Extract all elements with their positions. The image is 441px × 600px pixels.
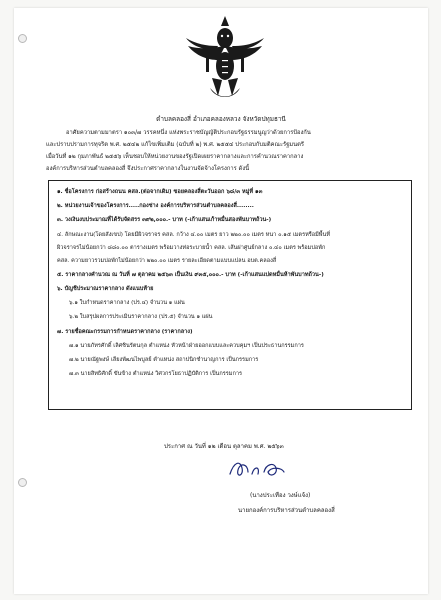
announcement-date: ประกาศ ณ วันที่ ๑๒ เดือน ตุลาคม พ.ศ. ๒๕๖๓: [164, 443, 284, 450]
responsible-unit: ๒. หน่วยงานเจ้าของโครงการ.....กองช่าง องค์การบริหารส่วนตำบลคลองสี่........: [57, 203, 254, 209]
work-description-line: ผิวจราจรไม่น้อยกว่า ๘๘๐.๐๐ ตารางเมตร พร้อมวางท่อระบายน้ำ คสล. เส้นผ่าศูนย์กลาง ๐.๔๐ เมตร พร้อมบ่อพัก: [57, 245, 326, 251]
handwritten-signature: [226, 456, 288, 482]
signer-title: นายกองค์การบริหารส่วนตำบลคลองสี่: [238, 507, 335, 514]
project-name: ๑. ชื่อโครงการ ก่อสร้างถนน คสล.(ต่อจากเดิม) ซอยคลองสี่ตะวันออก ๖๘/๓ หมู่ที่ ๑๓: [57, 189, 263, 195]
intro-line: อาศัยความตามมาตรา ๑๐๓/๗ วรรคหนึ่ง แห่งพระราชบัญญัติประกอบรัฐธรรมนูญว่าด้วยการป้องกัน: [66, 130, 311, 136]
org-line: ตำบลคลองสี่ อำเภอคลองหลวง จังหวัดปทุมธานี: [156, 115, 286, 123]
committee-member: ๗.๑ นายภัทรศักดิ์ เลิศชินรัตนกุล ตำแหน่ง หัวหน้าฝ่ายออกแบบและควบคุมฯ เป็นประธานกรรมการ: [69, 343, 304, 349]
median-price: ๕. ราคากลางคำนวณ ณ วันที่ ๗ ตุลาคม ๒๕๖๓ เป็นเงิน ๙๓๕,๐๐๐.- บาท (-เก้าแสนแปดหมื่นห้าพันบาทถ้วน-): [57, 272, 324, 278]
intro-line: และปราบปรามการทุจริต พ.ศ. ๒๕๔๒ แก้ไขเพิ่มเติม (ฉบับที่ ๒) พ.ศ. ๒๕๕๔ ประกอบกับมติคณะรัฐมนตรี: [46, 142, 304, 148]
punch-hole: [18, 34, 27, 43]
project-details-box: [48, 180, 412, 410]
attachment-item: ๖.๒ ใบสรุปผลการประเมินราคากลาง (ปร.๕) จำนวน ๑ แผ่น: [69, 314, 213, 320]
budget-allocation: ๓. วงเงินงบประมาณที่ได้รับจัดสรร ๓๙๒,๐๐๐.- บาท (-เก้าแสนเก้าหมื่นสองพันบาทถ้วน-): [57, 217, 272, 223]
work-description-line: คสล. ความยาวรวมบ่อพักไม่น้อยกว่า ๒๒๐.๐๐ เมตร รายละเอียดตามแบบแปลน อบต.คลองสี่: [57, 258, 277, 264]
document-page: [14, 8, 428, 594]
committee-heading: ๗. รายชื่อคณะกรรมการกำหนดราคากลาง (ราคากลาง): [57, 329, 193, 335]
intro-line: องค์การบริหารส่วนตำบลคลองสี่ จึงประกาศราคากลางในงานจัดจ้างโครงการ ดังนี้: [46, 166, 250, 172]
price-list-heading: ๖. บัญชีประมาณราคากลาง ดังแนบท้าย: [57, 286, 154, 292]
committee-member: ๗.๒ นายณัฐพงษ์ เลียงพัฒนไพบูลย์ ตำแหน่ง สถาปนิกชำนาญการ เป็นกรรมการ: [69, 357, 259, 363]
attachment-item: ๖.๑ ใบกำหนดราคากลาง (ปร.๔) จำนวน ๑ แผ่น: [69, 300, 185, 306]
intro-line: เมื่อวันที่ ๑๒ กุมภาพันธ์ ๒๕๕๖ เห็นชอบให้หน่วยงานของรัฐเปิดเผยราคากลางและการคำนวณราคากลาง: [46, 154, 304, 160]
signer-name: (นางประเทือง วงษ์แจ้ง): [250, 492, 311, 499]
garuda-emblem-icon: [182, 16, 268, 106]
punch-hole: [18, 478, 27, 487]
committee-member: ๗.๓ นายสิทธิศักดิ์ ขันข้าง ตำแหน่ง วิศวกรโยธาปฏิบัติการ เป็นกรรมการ: [69, 371, 242, 377]
work-description-line: ๔. ลักษณะงาน(โดยสังเขป) โดยมีผิวจราจร คสล. กว้าง ๔.๐๐ เมตร ยาว ๒๒๐.๐๐ เมตร หนา ๐.๑๕ เมตรหรือมีพื้นที่: [57, 232, 331, 238]
